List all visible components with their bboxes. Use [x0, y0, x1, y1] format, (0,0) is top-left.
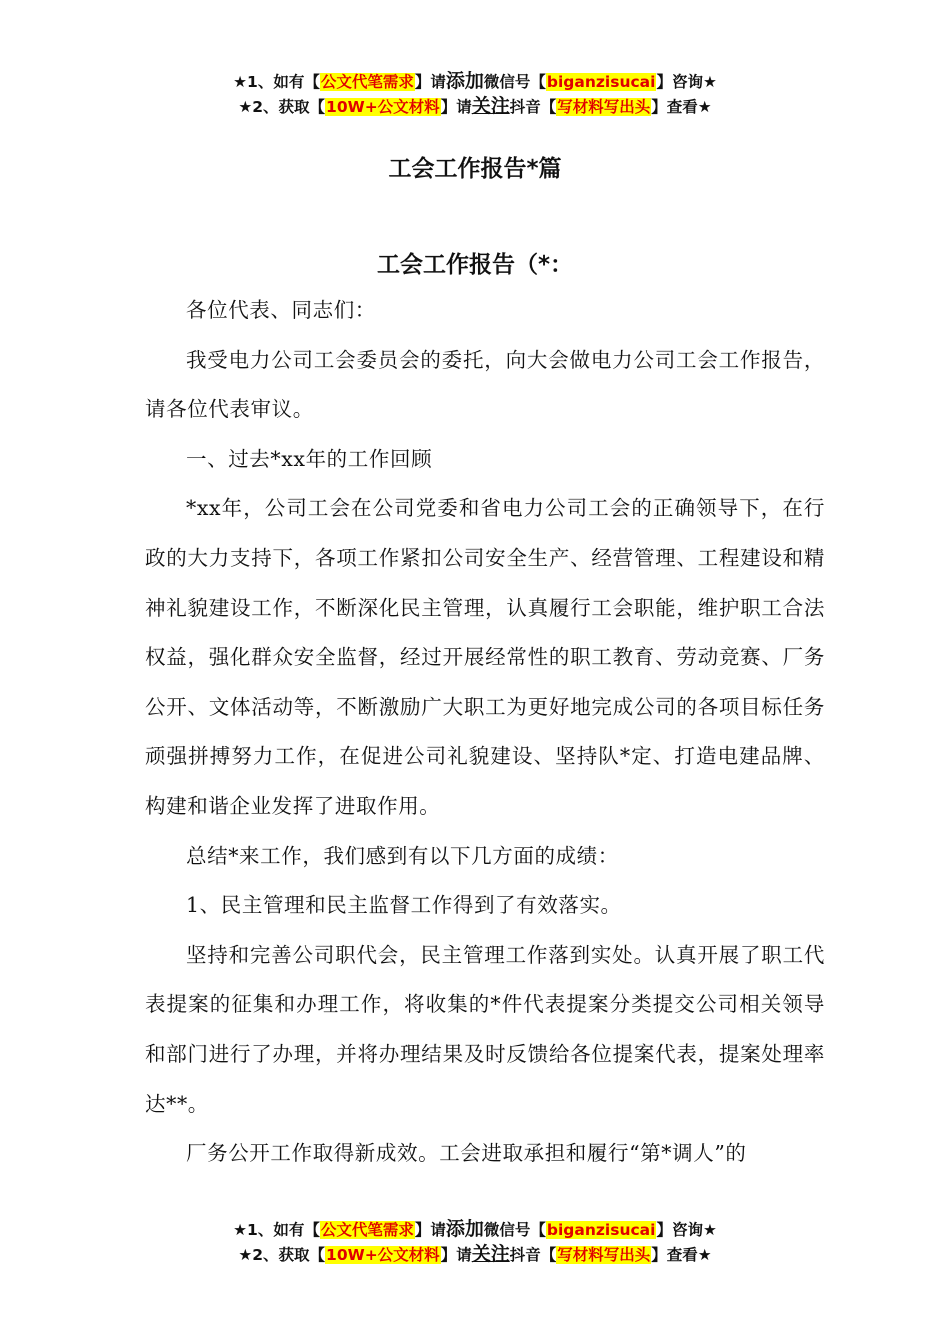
highlight-service: 公文代笔需求: [320, 73, 414, 91]
paragraph: 坚持和完善公司职代会，民主管理工作落到实处。认真开展了职工代表提案的征集和办理工作，将收集的*件代表提案分类提交公司相关领导和部门进行了办理，并将办理结果及时反馈给各位提案代表，提案处理率达**。: [145, 942, 825, 1116]
highlight-materials: 10W+公文材料: [326, 1246, 440, 1264]
promo-banner-bottom: [0, 1217, 950, 1267]
promo-text: ★1、如有【: [233, 1221, 320, 1239]
promo-text: 】咨询★: [656, 73, 717, 91]
promo-text: 】请: [440, 1246, 472, 1264]
paragraph: 总结*来工作，我们感到有以下几方面的成绩：: [186, 843, 619, 868]
highlight-wechat-id: biganzisucai: [546, 73, 656, 91]
section-heading: 一、过去*xx年的工作回顾: [186, 446, 433, 471]
promo-text: 抖音【: [509, 98, 557, 116]
paragraph: *xx年，公司工会在公司党委和省电力公司工会的正确领导下，在行政的大力支持下，各项工作紧扣公司安全生产、经营管理、工程建设和精神礼貌建设工作，不断深化民主管理，认真履行工会职能，维护职工合法权益，强化群众安全监督，经过开展经常性的职工教育、劳动竞赛、厂务公开、文体活动等，不断激励广大职工为更好地完成公司的各项目标任务顽强拼搏努力工作，在促进公司礼貌建设、坚持队*定、打造电建品牌、构建和谐企业发挥了进取作用。: [145, 496, 825, 818]
promo-text: 微信号【: [483, 1221, 546, 1239]
promo-text: ★2、获取【: [238, 98, 326, 116]
promo-text: ★2、获取【: [238, 1246, 326, 1264]
paragraph: 厂务公开工作取得新成效。工会进取承担和履行“第*调人”的: [186, 1141, 747, 1166]
promo-text: 】咨询★: [656, 1221, 717, 1239]
highlight-douyin-account: 写材料写出头: [557, 98, 651, 116]
promo-line-2: [0, 1242, 950, 1267]
promo-text: 】查看★: [651, 1246, 712, 1264]
subsection-heading: 1、民主管理和民主监督工作得到了有效落实。: [186, 893, 622, 918]
report-title: 工会工作报告（*：: [376, 252, 574, 278]
document-title: 工会工作报告*篇: [388, 156, 562, 182]
promo-line-2: [0, 94, 950, 119]
promo-text: 微信号【: [483, 73, 546, 91]
paragraph: 我受电力公司工会委员会的委托，向大会做电力公司工会工作报告，请各位代表审议。: [145, 347, 825, 422]
highlight-service: 公文代笔需求: [320, 1221, 414, 1239]
promo-line-1: [0, 1217, 950, 1242]
emphasis-text: 添加: [445, 1218, 484, 1240]
promo-text: 】请: [414, 73, 446, 91]
promo-text: 抖音【: [509, 1246, 557, 1264]
highlight-douyin-account: 写材料写出头: [557, 1246, 651, 1264]
promo-text: 】查看★: [651, 98, 712, 116]
promo-banner-top: [0, 69, 950, 119]
highlight-wechat-id: biganzisucai: [546, 1221, 656, 1239]
promo-text: 】请: [440, 98, 472, 116]
paragraph-salutation: 各位代表、同志们：: [186, 298, 376, 322]
emphasis-text: 添加: [445, 70, 484, 92]
promo-text: ★1、如有【: [233, 73, 320, 91]
document-body: [145, 286, 825, 1179]
emphasis-text: 关注: [471, 95, 510, 117]
promo-line-1: [0, 69, 950, 94]
highlight-materials: 10W+公文材料: [326, 98, 440, 116]
emphasis-text: 关注: [471, 1243, 510, 1265]
promo-text: 】请: [414, 1221, 446, 1239]
